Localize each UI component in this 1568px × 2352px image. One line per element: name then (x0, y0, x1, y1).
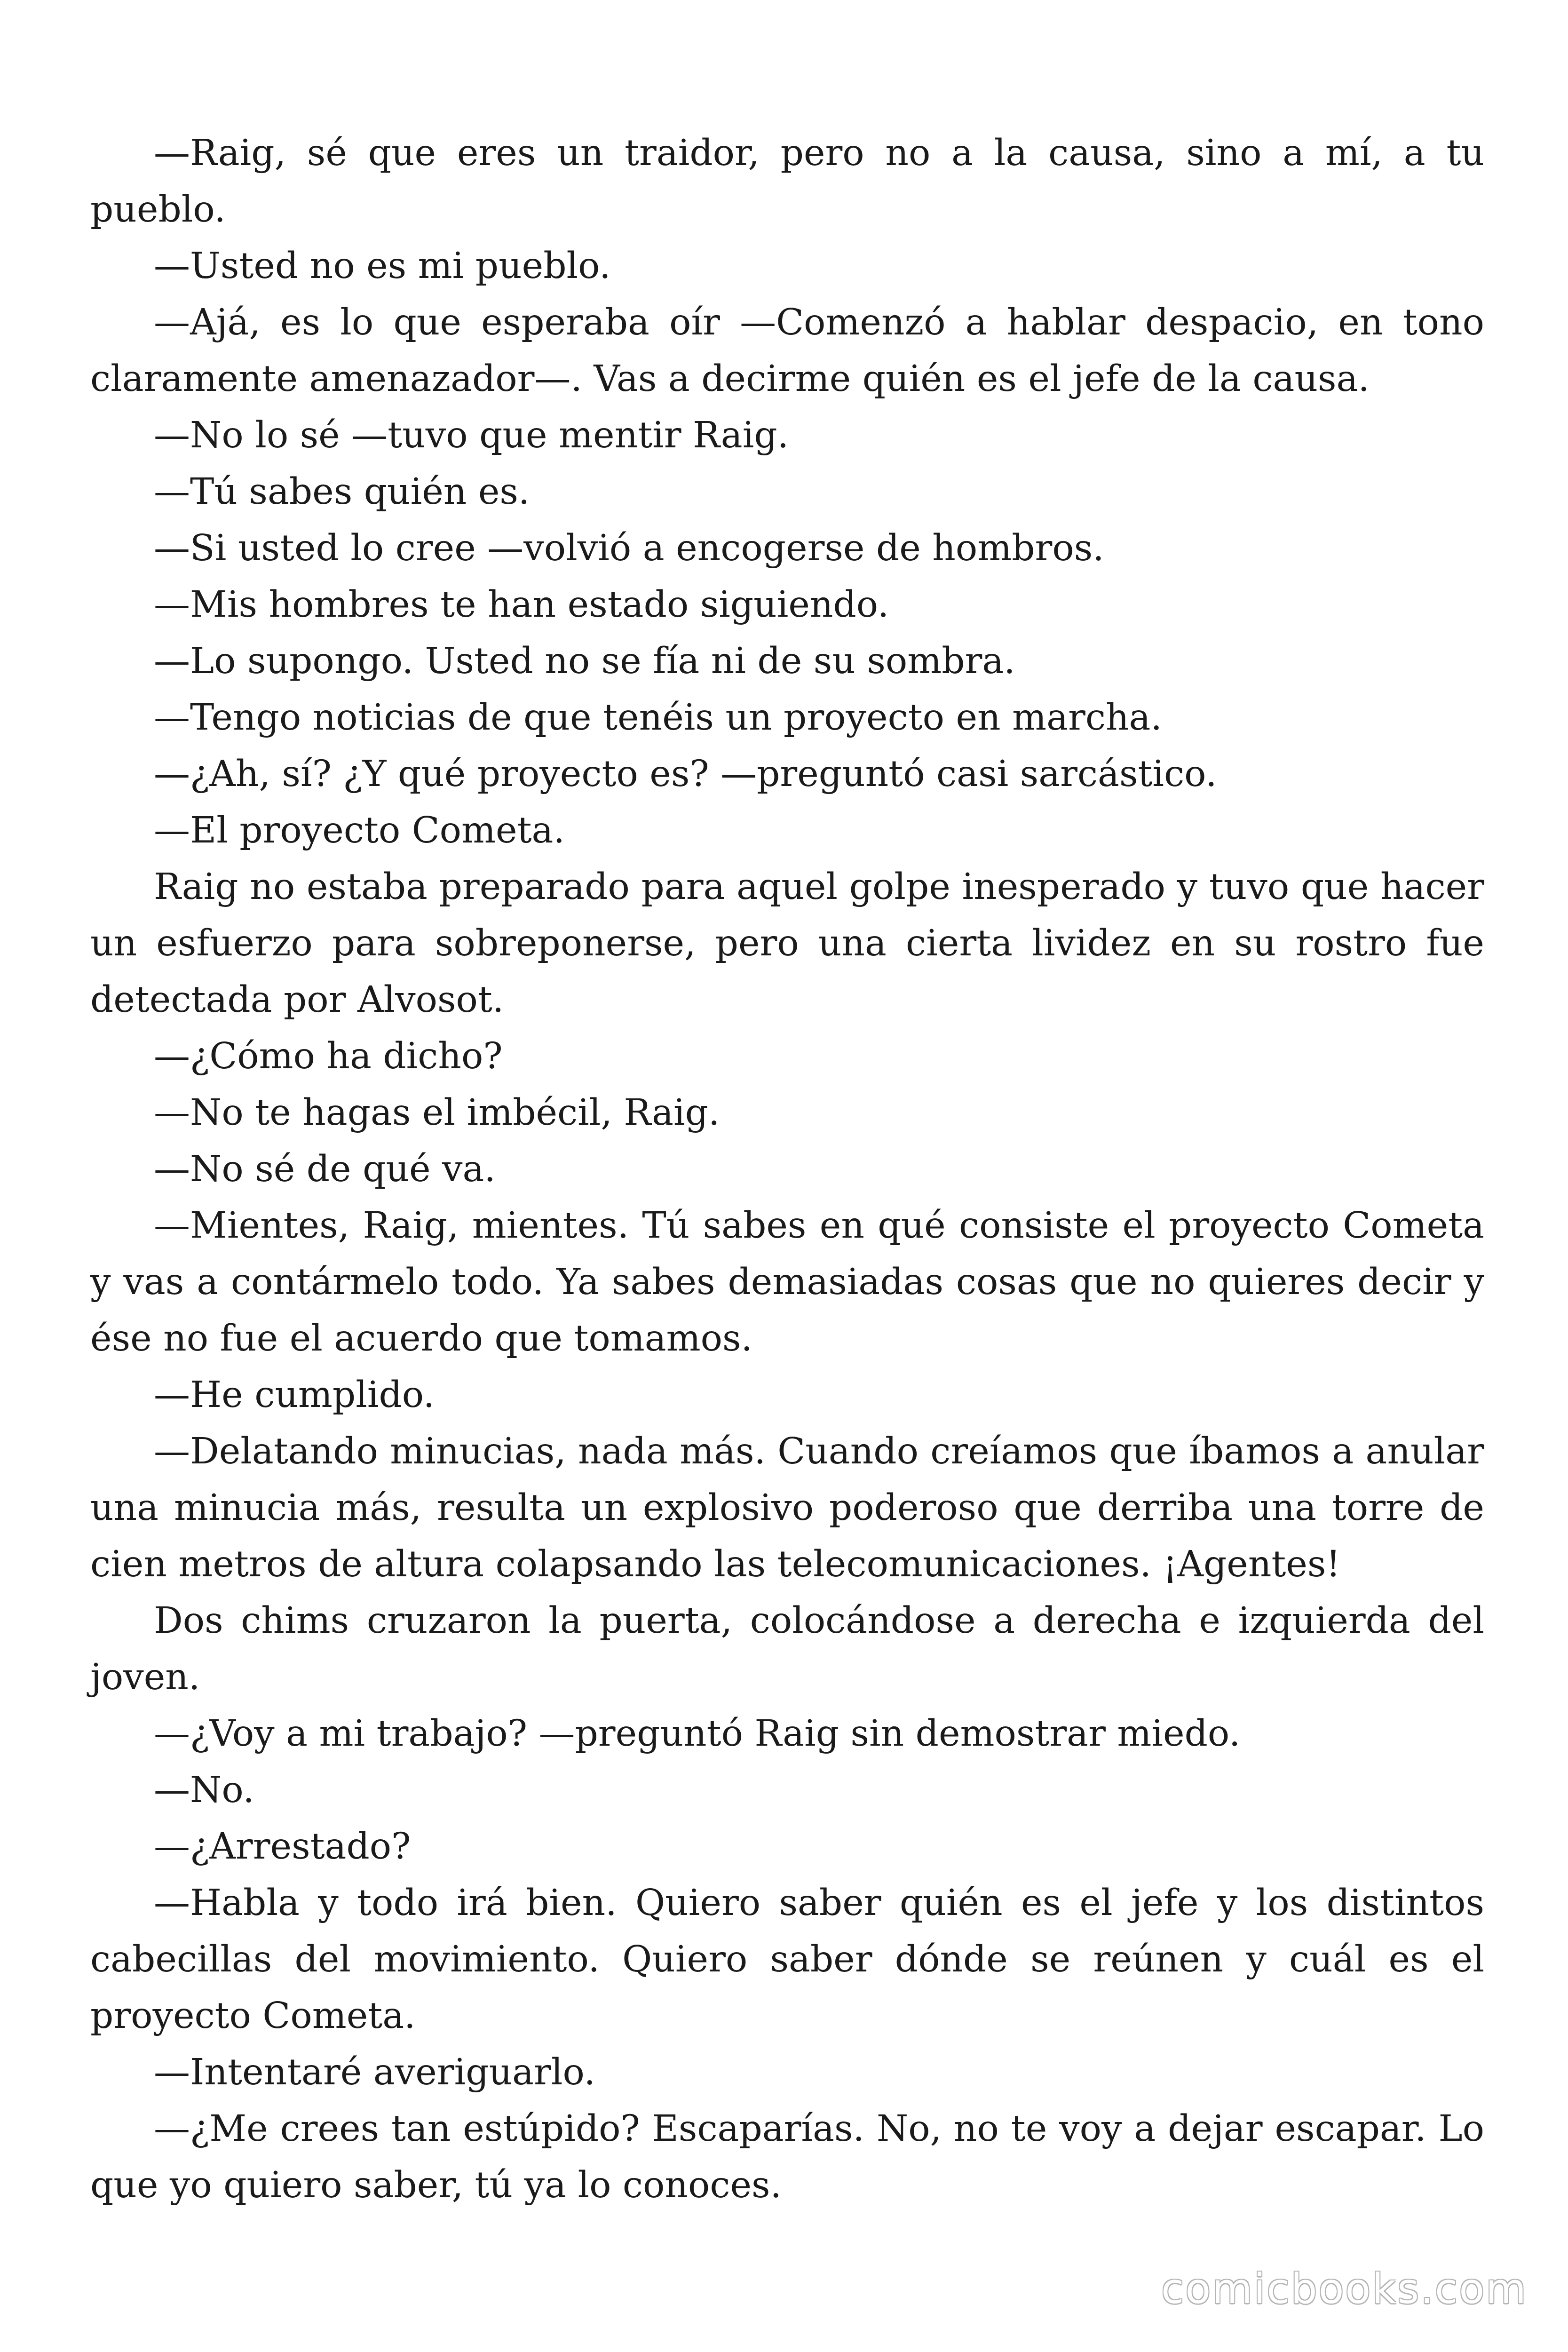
watermark: comicbooks.com (1161, 2265, 1528, 2313)
paragraph: —No lo sé —tuvo que mentir Raig. (154, 414, 789, 456)
paragraph: —¿Voy a mi trabajo? —preguntó Raig sin demostrar miedo. (154, 1713, 1241, 1755)
paragraph: —El proyecto Cometa. (154, 810, 565, 851)
paragraph: —Raig, sé que eres un traidor, pero no a la causa, sino a mí, a tu pueblo. (90, 132, 1484, 230)
paragraph: —No. (154, 1769, 254, 1811)
paragraph: —¿Cómo ha dicho? (154, 1035, 503, 1077)
paragraph: —Si usted lo cree —volvió a encogerse de hombros. (154, 527, 1104, 569)
paragraph: —¿Me crees tan estúpido? Escaparías. No, no te voy a dejar escapar. Lo que yo quiero saber, tú ya lo conoces. (90, 2108, 1484, 2206)
paragraph: —Delatando minucias, nada más. Cuando creíamos que íbamos a anular una minucia más, resulta un explosivo poderoso que derriba una torre de cien metros de altura colapsando las telecomunicaciones. ¡Agentes! (90, 1430, 1484, 1585)
paragraph: —Intentaré averiguarlo. (154, 2051, 595, 2093)
paragraph: —Mientes, Raig, mientes. Tú sabes en qué consiste el proyecto Cometa y vas a contármelo todo. Ya sabes demasiadas cosas que no quieres decir y ése no fue el acuerdo que tomamos. (90, 1205, 1484, 1359)
book-page-body (90, 125, 1484, 2214)
paragraph: Dos chims cruzaron la puerta, colocándose a derecha e izquierda del joven. (90, 1600, 1484, 1698)
paragraph: —No sé de qué va. (154, 1148, 496, 1190)
paragraph: —Habla y todo irá bien. Quiero saber quién es el jefe y los distintos cabecillas del movimiento. Quiero saber dónde se reúnen y cuál es el proyecto Cometa. (90, 1882, 1484, 2037)
paragraph: —He cumplido. (154, 1374, 435, 1416)
paragraph: —Tú sabes quién es. (154, 471, 530, 513)
paragraph: —Ajá, es lo que esperaba oír —Comenzó a hablar despacio, en tono claramente amenazador—. Vas a decirme quién es el jefe de la causa. (90, 302, 1484, 400)
paragraph: —Tengo noticias de que tenéis un proyecto en marcha. (154, 697, 1162, 739)
paragraph: —¿Arrestado? (154, 1826, 411, 1867)
paragraph: —No te hagas el imbécil, Raig. (154, 1092, 720, 1134)
paragraph: —Lo supongo. Usted no se fía ni de su sombra. (154, 640, 1015, 682)
paragraph: —Mis hombres te han estado siguiendo. (154, 584, 889, 626)
paragraph: —¿Ah, sí? ¿Y qué proyecto es? —preguntó casi sarcástico. (154, 753, 1217, 795)
paragraph: —Usted no es mi pueblo. (154, 245, 611, 287)
paragraph: Raig no estaba preparado para aquel golpe inesperado y tuvo que hacer un esfuerzo para sobreponerse, pero una cierta lividez en su rostro fue detectada por Alvosot. (90, 866, 1484, 1021)
